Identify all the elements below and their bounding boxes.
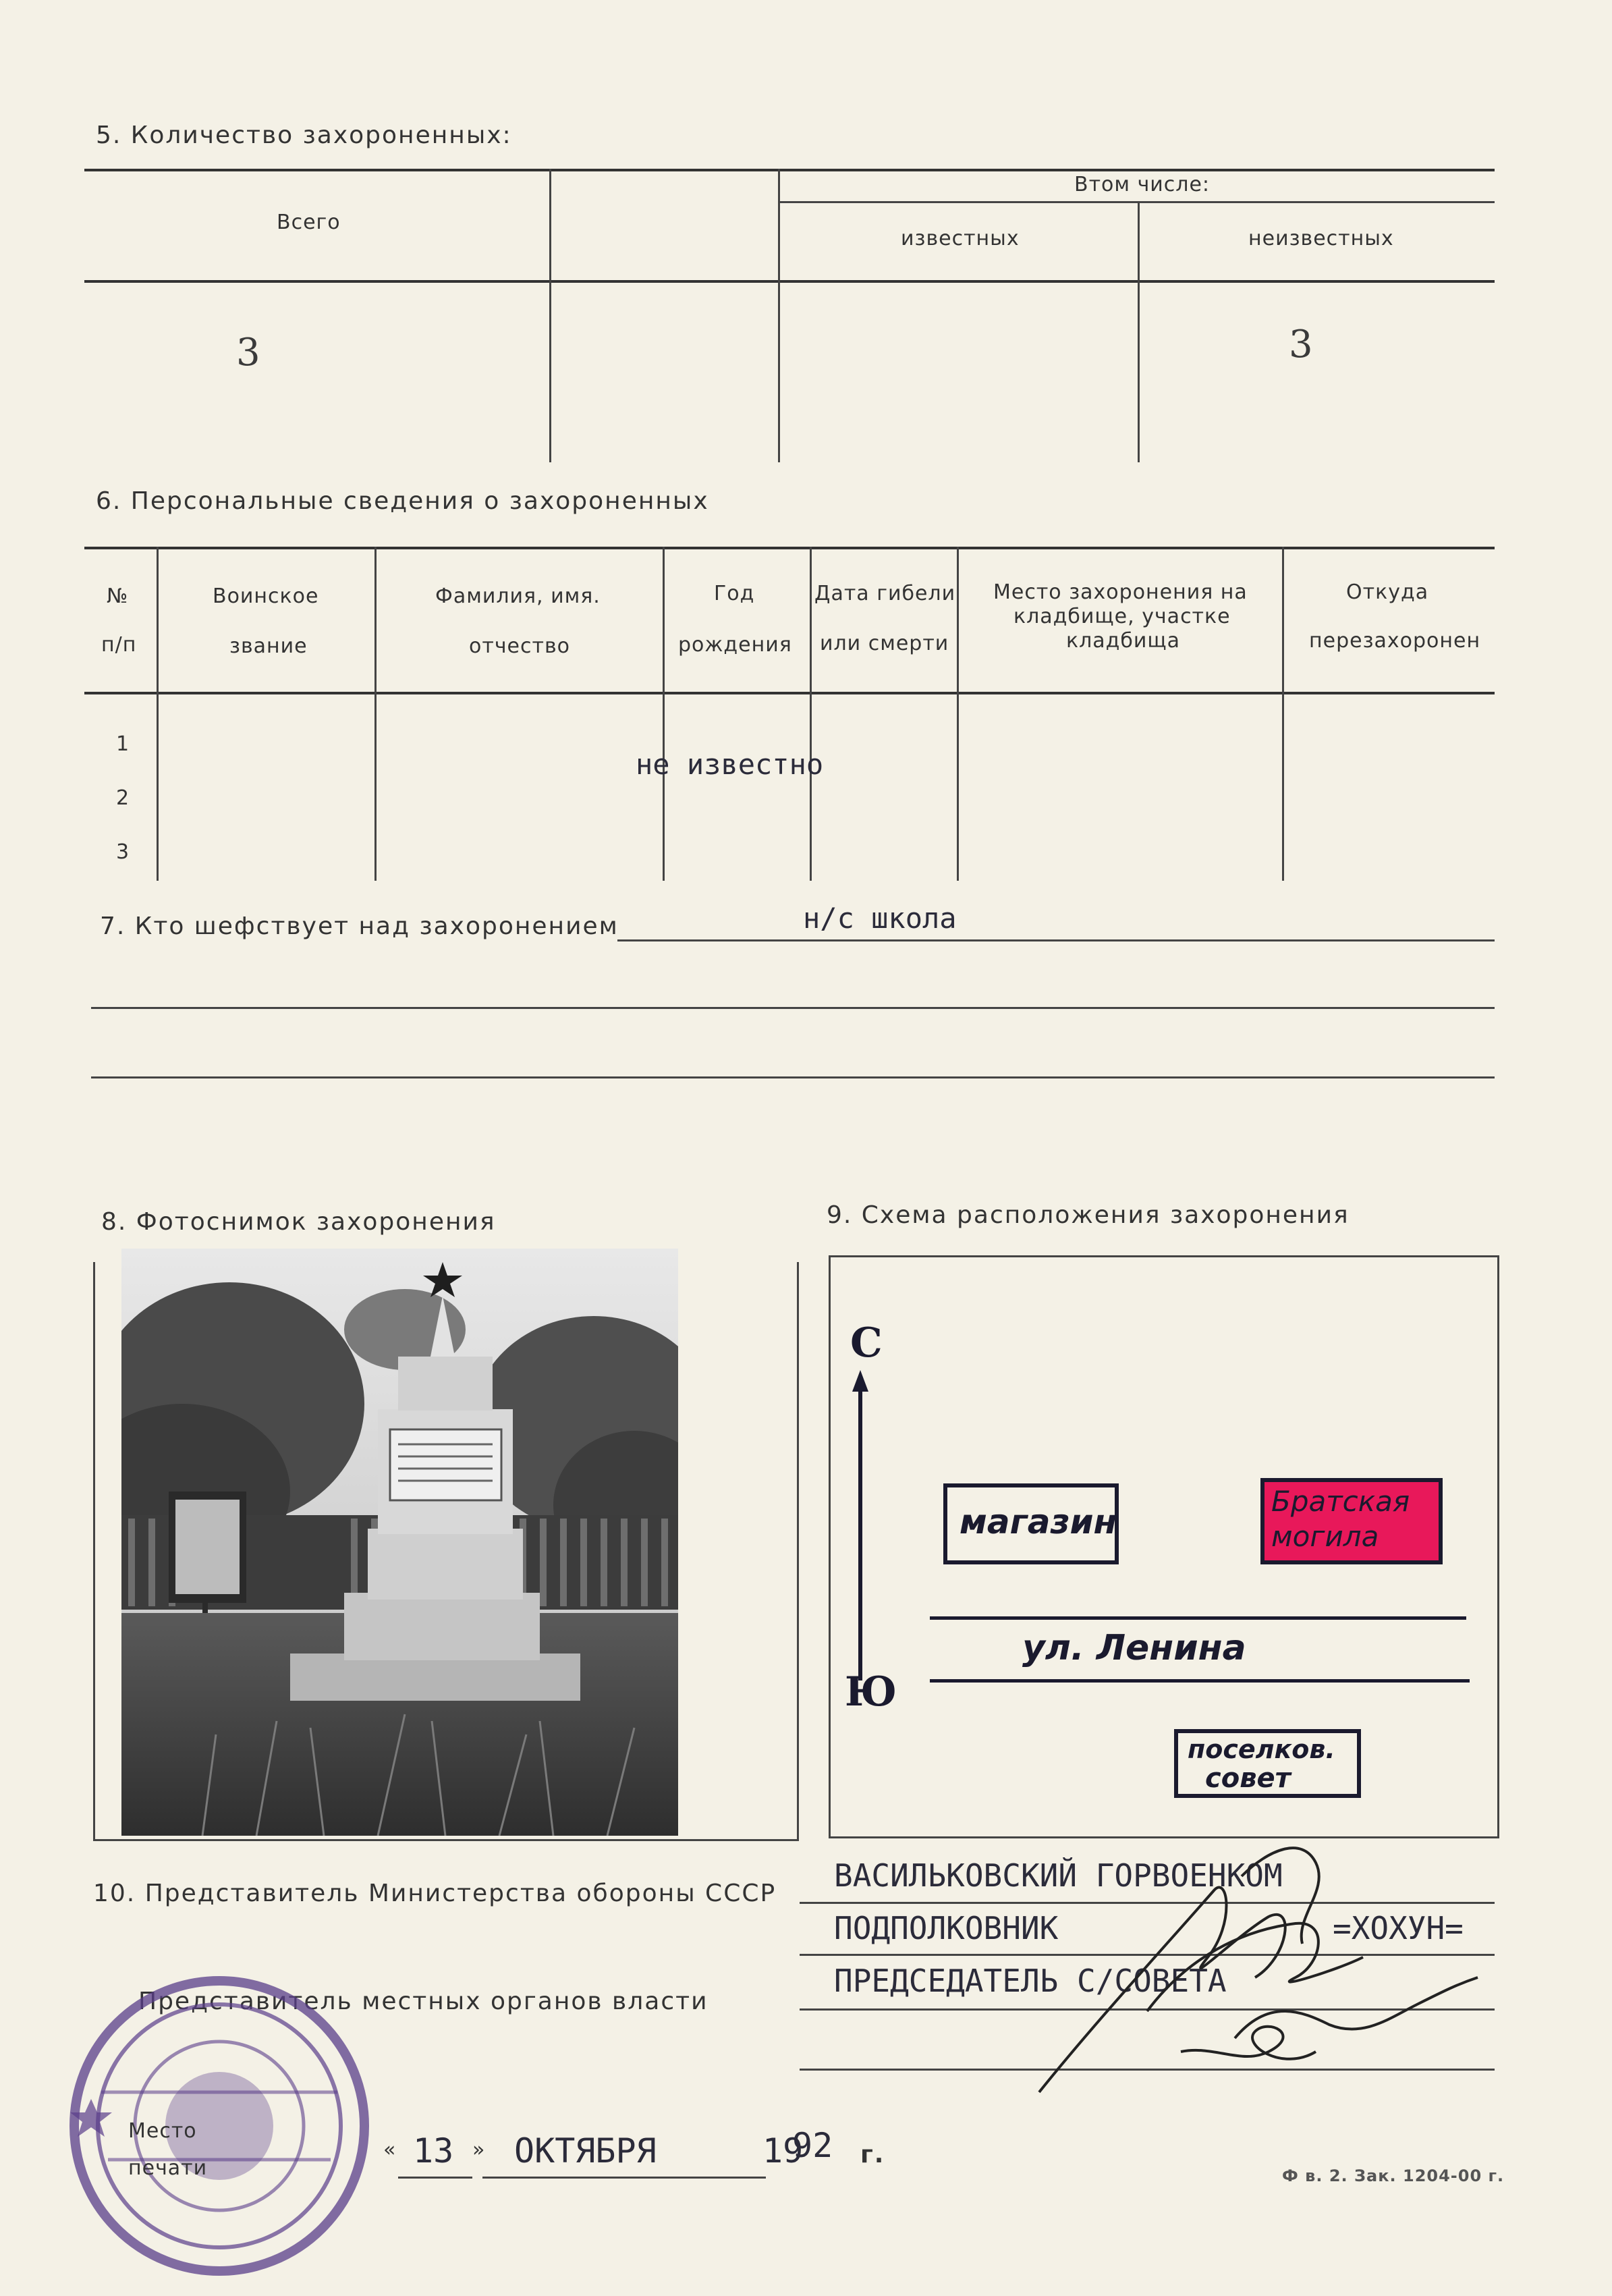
table6-divider xyxy=(663,547,665,881)
table6-divider xyxy=(810,547,812,881)
section7-title: 7. Кто шефствует над захоронением xyxy=(100,912,619,940)
col-total-header: Всего xyxy=(277,211,341,234)
col-known-header: известных xyxy=(901,227,1020,250)
council-label-1: поселков. xyxy=(1188,1734,1335,1764)
street-label: ул. Ленина xyxy=(1022,1628,1246,1668)
table5-header-rule xyxy=(84,280,1495,283)
section10-title: 10. Представитель Министерства обороны СССР xyxy=(93,1880,777,1907)
unknown-value: 3 xyxy=(1289,323,1313,366)
row-num: 1 xyxy=(116,732,130,756)
col-unknown-header: неизвестных xyxy=(1248,227,1394,250)
section6-title: 6. Персональные сведения о захороненных xyxy=(96,487,709,515)
local-rep-title: Представитель местных органов власти xyxy=(138,1988,708,2015)
south-label: Ю xyxy=(845,1668,897,1716)
hdr-rank-1: Воинское xyxy=(213,584,319,608)
street-line-bottom xyxy=(930,1679,1470,1683)
date-year-prefix: 19 xyxy=(762,2131,804,2170)
local-rep-line: ПРЕДСЕДАТЕЛЬ С/СОВЕТА xyxy=(834,1963,1227,1999)
table5-divider xyxy=(778,169,780,462)
section8-title: 8. Фотоснимок захоронения xyxy=(101,1208,496,1236)
date-day-line xyxy=(398,2177,472,2179)
table6-divider xyxy=(1282,547,1284,881)
typed-unknown: не известно xyxy=(636,748,824,781)
stamp-place-2: печати xyxy=(128,2156,208,2180)
table6-divider xyxy=(157,547,159,881)
hdr-place-3: кладбища xyxy=(1066,629,1181,653)
section7-line xyxy=(91,1007,1495,1009)
stamp-place-1: Место xyxy=(128,2119,197,2143)
date-month-line xyxy=(482,2177,766,2179)
section9-title: 9. Схема расположения захоронения xyxy=(827,1201,1350,1229)
date-day: 13 xyxy=(413,2131,454,2170)
grave-label-2: могила xyxy=(1271,1520,1379,1553)
stamp-icon xyxy=(61,1971,378,2281)
grave-label-1: Братская xyxy=(1271,1485,1410,1518)
printer-mark: Ф в. 2. Зак. 1204-00 г. xyxy=(1282,2166,1505,2185)
mil-rep-line1: ВАСИЛЬКОВСКИЙ ГОРВОЕНКОМ xyxy=(834,1857,1283,1894)
hdr-from-1: Откуда xyxy=(1346,580,1429,604)
section5-title: 5. Количество захороненных: xyxy=(96,121,512,149)
section7-underline xyxy=(617,939,1495,941)
hdr-name-1: Фамилия, имя. xyxy=(435,584,601,608)
table5-divider xyxy=(549,169,551,462)
hdr-place-1: Место захоронения на xyxy=(993,580,1248,604)
hdr-place-2: кладбище, участке xyxy=(1013,605,1231,628)
section7-line xyxy=(91,1076,1495,1078)
signature-icon xyxy=(1012,1822,1484,2112)
date-month: ОКТЯБРЯ xyxy=(514,2131,657,2170)
shop-label: магазин xyxy=(960,1502,1117,1541)
date-year-suffix: 92 xyxy=(792,2126,833,2165)
north-arrow-icon xyxy=(847,1370,874,1680)
date-quote-open: « xyxy=(383,2138,397,2162)
hdr-date-1: Дата гибели xyxy=(814,582,956,605)
date-year-label: г. xyxy=(860,2141,885,2168)
hdr-rank-2: звание xyxy=(229,634,308,658)
hdr-num-1: № xyxy=(107,584,129,608)
patron-value: н/с школа xyxy=(803,902,957,935)
total-value: 3 xyxy=(236,331,260,375)
grave-photo xyxy=(121,1249,678,1836)
col-including-header: Втом числе: xyxy=(1074,173,1211,196)
street-line-top xyxy=(930,1616,1466,1620)
hdr-date-2: или смерти xyxy=(820,632,949,655)
hdr-year-1: Год xyxy=(714,582,755,605)
hdr-num-2: п/п xyxy=(101,633,137,657)
shop-box xyxy=(943,1483,1119,1564)
hdr-name-2: отчество xyxy=(469,634,571,658)
mil-rep-line2-right: =ХОХУН= xyxy=(1333,1910,1464,1946)
row-num: 3 xyxy=(116,840,130,864)
north-label: С xyxy=(850,1319,883,1367)
table6-divider xyxy=(957,547,959,881)
table5-sub-rule xyxy=(779,201,1495,203)
table5-top-rule xyxy=(84,169,1495,171)
hdr-year-2: рождения xyxy=(678,633,792,657)
council-label-2: совет xyxy=(1205,1763,1291,1794)
council-box xyxy=(1174,1729,1361,1798)
table6-divider xyxy=(374,547,377,881)
date-quote-close: » xyxy=(472,2138,487,2162)
mil-rep-line2-left: ПОДПОЛКОВНИК xyxy=(834,1910,1059,1946)
table5-divider xyxy=(1138,202,1140,462)
grave-box xyxy=(1260,1478,1443,1564)
row-num: 2 xyxy=(116,786,130,810)
hdr-from-2: перезахоронен xyxy=(1309,629,1481,653)
